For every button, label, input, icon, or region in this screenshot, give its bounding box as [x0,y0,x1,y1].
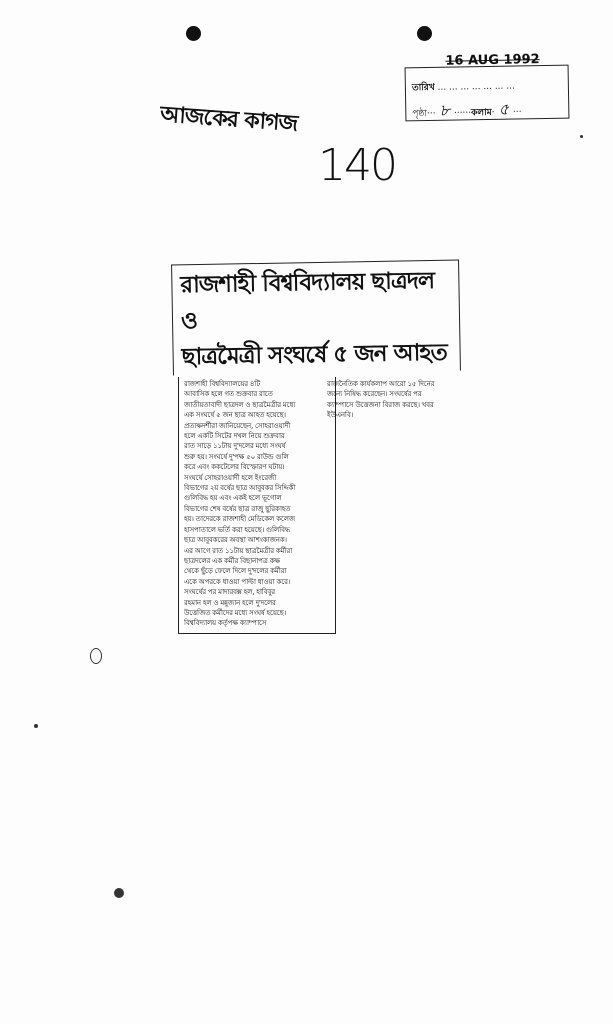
headline-line: ছাত্রমৈত্রী সংঘর্ষে ৫ জন আহত [181,339,447,371]
article-text-line: হাসপাতালে ভর্তি করা হয়েছে। গুলিবিদ্ধ [184,524,290,534]
stamp-page-value: ৮ [439,100,451,120]
article-text-line: একে অপরকে ধাওয়া পাল্টা ধাওয়া করে। [184,576,291,586]
article-text-line: রাত সাড়ে ১১টায় দু'দলের মধ্যে সংঘর্ষ [184,441,286,451]
article-text-line: ছাত্র আবুবকরের অবস্থা আশংকাজনক। [184,535,287,545]
article-text-line: জন্যে নিষিদ্ধ করেছেন। সংঘর্ষের পর [327,389,422,399]
article-text-line: বিশ্ববিদ্যালয় কর্তৃপক্ষ ক্যাম্পাসে [184,618,267,628]
article-text-line: ইউএনবি। [327,410,353,420]
article-text-line: রাজনৈতিক কার্যকলাপ আরো ১৫ দিনের [327,379,435,388]
article-text-line: বিভাগের ২য় বর্ষের ছাত্র আবুবকর সিদ্দিকী [184,483,296,493]
article-text-line: করে এবং ককটেলের বিস্ফোরণ ঘটায়। [184,462,285,472]
article-text-line: সংঘর্ষের পর মাদারবক্স হল, হাবিবুর [184,587,275,597]
article-text-line: আবাসিক হলে গত শুক্রবার রাতে [184,389,273,399]
headline-line: রাজশাহী বিশ্ববিদ্যালয় ছাত্রদল ও [180,267,435,335]
article-text-line: প্রত্যক্ষদর্শীরা জানিয়েছেন, সোহরাওয়ার্দী [184,420,291,430]
article-text-line: থেকে ছুঁড়ে ফেলে দিলে দু'দলের কর্মীরা [184,566,287,576]
article-text-line: সংঘর্ষে সোহরাওয়ার্দী হলে ইংরেজী [184,472,277,482]
article-text-line: উত্তেজিত কর্মীদের মধ্যে সংঘর্ষ হয়েছে। [184,607,286,617]
article-text-line: ছাত্রদলের এক কর্মীর বিছানাপত্র কক্ষ [184,555,280,565]
article-text-line: ক্যাম্পাসে উত্তেজনা বিরাজ করছে। খবর [327,399,434,409]
newspaper-name: আজকের কাগজ [159,102,298,137]
article-text-line: হলে একটি সিটের দখল নিয়ে শুক্রবার [184,431,285,441]
stamp-column-label: কলাম [471,107,492,119]
handwritten-page-number: 140 [318,140,396,191]
article-text-line: গুলিবিদ্ধ হয় এবং একই হলে ভূগোল [184,493,282,503]
article-headline [171,259,461,375]
article-left-column [178,377,336,634]
stamp-page-row: পৃষ্ঠা··· ৮ ······কলাম· ৫ ··· [412,99,522,120]
scan-speck [90,648,102,664]
article-text-line: রাজশাহী বিশ্ববিদ্যালয়ের ৪টি [184,379,260,388]
article-right-column [324,377,462,423]
stamp-date: 16 AUG 1992 [445,52,540,69]
stamp-date-row: তারিখ ... ... ... ... ... ... ... [411,81,515,94]
newspaper-clipping [172,262,460,713]
article-text-line: এর আগে রাত ১১টায় ছাত্রমৈত্রীর কর্মীরা [184,545,293,555]
punch-hole-left [186,26,201,41]
article-text-line: এক সংঘর্ষে ৫ জন ছাত্র আহত হয়েছে। [184,410,286,420]
stamp-date-label: তারিখ [411,82,435,94]
scan-speck [114,888,124,898]
article-text-line: রহমান হল ও মন্নুজান হলে দু'দলের [184,597,276,607]
punch-hole-right [417,26,432,41]
article-text-line: বিভাগের শেষ বর্ষের ছাত্র রাজু ছুরিকাহত [184,503,291,513]
archive-stamp [405,52,570,122]
article-text-line: জাতীয়তাবাদী ছাত্রদল ও ছাত্রমৈত্রীর মধ্যে [184,399,296,409]
article-text-line: হয়। তাদেরকে রাজশাহী মেডিকেল কলেজ [184,514,295,524]
scan-speck [34,724,38,728]
stamp-page-label: পৃষ্ঠা [412,109,428,120]
article-text-line: শুরু হয়। সংঘর্ষে দু'পক্ষ ৫০ রাউন্ড গুলি [184,451,289,461]
stamp-column-value: ৫ [498,99,510,119]
scan-speck [580,135,583,138]
